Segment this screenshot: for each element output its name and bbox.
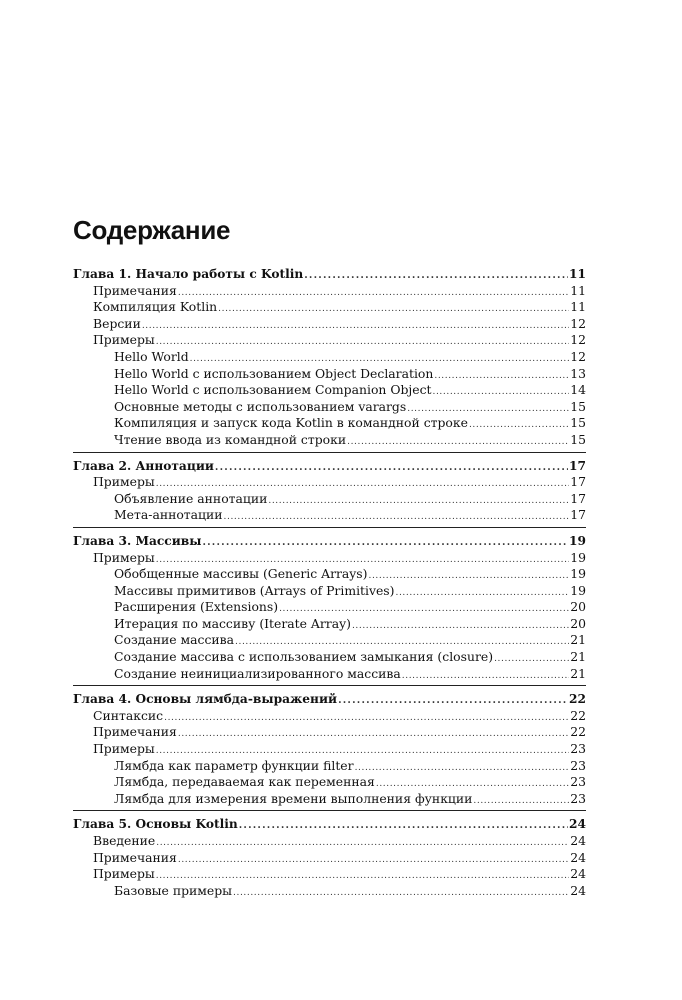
toc-entry-title: Лямбда, передаваемая как переменная (114, 774, 375, 790)
dot-leader (434, 368, 569, 385)
toc-entry-title: Создание массива (114, 632, 235, 648)
toc-entry-title: Лямбда как параметр функции filter (114, 757, 354, 773)
toc-subsection-entry[interactable] (73, 399, 586, 416)
dot-leader (469, 417, 569, 434)
toc-entry-title: Компиляция Kotlin (93, 299, 218, 315)
toc-page-number: 11 (570, 282, 586, 298)
toc-section-entry[interactable] (73, 866, 586, 883)
toc-page-number: 23 (570, 741, 586, 757)
toc-page-number: 22 (570, 707, 586, 723)
toc-page-number: 12 (570, 348, 586, 364)
toc-page-number: 15 (570, 415, 586, 431)
dot-leader (304, 268, 568, 285)
toc-page-number: 14 (570, 382, 586, 398)
dot-leader (402, 668, 569, 685)
toc-subsection-entry[interactable] (73, 632, 586, 649)
toc-subsection-entry[interactable] (73, 791, 586, 808)
toc-entry-title: Hello World с использованием Companion Object (114, 382, 432, 398)
toc-page-number: 12 (570, 332, 586, 348)
toc-page-number: 21 (570, 649, 586, 665)
dot-leader (369, 568, 570, 585)
toc-entry-title: Итерация по массиву (Iterate Array) (114, 615, 351, 631)
dot-leader (224, 509, 570, 526)
toc-chapter (73, 685, 586, 807)
toc-chapter-entry[interactable] (73, 816, 586, 833)
toc-section-entry[interactable] (73, 474, 586, 491)
dot-leader (347, 434, 569, 451)
toc-page-number: 17 (570, 490, 586, 506)
toc-subsection-entry[interactable] (73, 883, 586, 900)
toc-page-number: 22 (570, 724, 586, 740)
dot-leader (178, 726, 569, 743)
toc-subsection-entry[interactable] (73, 366, 586, 383)
toc-entry-title: Примечания (93, 282, 177, 298)
toc-subsection-entry[interactable] (73, 382, 586, 399)
toc-subsection-entry[interactable] (73, 566, 586, 583)
toc-entry-title: Чтение ввода из командной строки (114, 431, 347, 447)
toc-section-entry[interactable] (73, 332, 586, 349)
toc-entry-title: Глава 1. Начало работы с Kotlin (73, 267, 304, 281)
dot-leader (202, 535, 568, 552)
toc-entry-title: Примеры (93, 332, 155, 348)
toc-chapter (73, 452, 586, 524)
toc-chapter (73, 266, 586, 449)
dot-leader (352, 618, 569, 635)
toc-page-number: 17 (570, 507, 586, 523)
toc-page-number: 19 (570, 582, 586, 598)
toc-subsection-entry[interactable] (73, 349, 586, 366)
toc-subsection-entry[interactable] (73, 491, 586, 508)
toc-subsection-entry[interactable] (73, 599, 586, 616)
toc-section-entry[interactable] (73, 708, 586, 725)
toc-page-number: 24 (569, 817, 586, 832)
toc-entry-title: Объявление аннотации (114, 490, 268, 506)
toc-entry-title: Основные методы с использованием varargs (114, 398, 407, 414)
toc-page-number: 23 (570, 757, 586, 773)
toc-page-number: 21 (570, 632, 586, 648)
toc-entry-title: Массивы примитивов (Arrays of Primitives) (114, 582, 395, 598)
dot-leader (338, 693, 568, 710)
dot-leader (178, 852, 569, 869)
toc-entry-title: Примеры (93, 549, 155, 565)
dot-leader (156, 334, 569, 351)
toc-subsection-entry[interactable] (73, 507, 586, 524)
dot-leader (233, 885, 569, 902)
toc-entry-title: Создание массива с использованием замыкания (closure) (114, 649, 494, 665)
toc-subsection-entry[interactable] (73, 616, 586, 633)
toc-section-entry[interactable] (73, 283, 586, 300)
dot-leader (239, 818, 568, 835)
table-of-contents (73, 266, 586, 899)
dot-leader (218, 301, 569, 318)
page-title: Содержание (73, 215, 231, 245)
toc-page-number: 20 (570, 599, 586, 615)
toc-entry-title: Hello World (114, 348, 189, 364)
toc-entry-title: Лямбда для измерения времени выполнения функции (114, 790, 473, 806)
toc-chapter-entry[interactable] (73, 266, 586, 283)
toc-entry-title: Синтаксис (93, 707, 164, 723)
toc-chapter-entry[interactable] (73, 533, 586, 550)
toc-entry-title: Базовые примеры (114, 882, 233, 898)
dot-leader (164, 710, 569, 727)
toc-page-number: 21 (570, 665, 586, 681)
dot-leader (396, 585, 570, 602)
dot-leader (178, 285, 569, 302)
toc-entry-title: Обобщенные массивы (Generic Arrays) (114, 566, 368, 582)
dot-leader (433, 384, 570, 401)
toc-section-entry[interactable] (73, 724, 586, 741)
toc-chapter-entry[interactable] (73, 458, 586, 475)
toc-entry-title: Примечания (93, 724, 177, 740)
toc-entry-title: Глава 3. Массивы (73, 533, 202, 548)
toc-page-number: 22 (569, 692, 586, 707)
toc-section-entry[interactable] (73, 850, 586, 867)
dot-leader (355, 760, 570, 777)
dot-leader (268, 493, 569, 510)
toc-section-entry[interactable] (73, 741, 586, 758)
dot-leader (473, 793, 569, 810)
toc-subsection-entry[interactable] (73, 432, 586, 449)
toc-subsection-entry[interactable] (73, 758, 586, 775)
toc-page-number: 19 (569, 533, 586, 548)
toc-page-number: 15 (570, 398, 586, 414)
toc-section-entry[interactable] (73, 550, 586, 567)
toc-page-number: 19 (570, 549, 586, 565)
toc-page-number: 24 (570, 866, 586, 882)
toc-page-number: 23 (570, 790, 586, 806)
toc-section-entry[interactable] (73, 316, 586, 333)
toc-subsection-entry[interactable] (73, 666, 586, 683)
toc-entry-title: Примечания (93, 849, 177, 865)
toc-entry-title: Примеры (93, 866, 155, 882)
toc-entry-title: Примеры (93, 741, 155, 757)
toc-subsection-entry[interactable] (73, 415, 586, 432)
toc-page-number: 17 (569, 458, 586, 473)
toc-page-number: 11 (569, 267, 586, 281)
toc-entry-title: Введение (93, 833, 156, 848)
toc-page-number: 24 (570, 833, 586, 848)
toc-chapter (73, 527, 586, 682)
toc-entry-title: Глава 2. Аннотации (73, 458, 214, 473)
toc-entry-title: Глава 5. Основы Kotlin (73, 817, 238, 832)
dot-leader (215, 460, 568, 477)
toc-entry-title: Версии (93, 315, 141, 331)
toc-entry-title: Создание неинициализированного массива (114, 665, 401, 681)
toc-page-number: 15 (570, 431, 586, 447)
toc-entry-title: Компиляция и запуск кода Kotlin в командной строке (114, 415, 468, 431)
toc-entry-title: Hello World с использованием Object Declaration (114, 365, 434, 381)
toc-page-number: 11 (570, 299, 586, 315)
dot-leader (494, 651, 569, 668)
toc-page-number: 17 (570, 474, 586, 490)
toc-page-number: 19 (570, 566, 586, 582)
toc-section-entry[interactable] (73, 833, 586, 850)
toc-section-entry[interactable] (73, 299, 586, 316)
dot-leader (156, 835, 569, 852)
dot-leader (142, 318, 569, 335)
toc-page-number: 23 (570, 774, 586, 790)
toc-subsection-entry[interactable] (73, 774, 586, 791)
toc-entry-title: Мета-аннотации (114, 507, 223, 523)
toc-chapter-entry[interactable] (73, 691, 586, 708)
toc-page-number: 13 (570, 365, 586, 381)
toc-page-number: 24 (570, 849, 586, 865)
toc-subsection-entry[interactable] (73, 583, 586, 600)
toc-entry-title: Расширения (Extensions) (114, 599, 279, 615)
toc-page-number: 12 (570, 315, 586, 331)
toc-chapter (73, 810, 586, 899)
toc-subsection-entry[interactable] (73, 649, 586, 666)
toc-entry-title: Глава 4. Основы лямбда-выражений (73, 692, 338, 707)
toc-page-number: 20 (570, 615, 586, 631)
toc-entry-title: Примеры (93, 474, 155, 490)
toc-page-number: 24 (570, 882, 586, 898)
